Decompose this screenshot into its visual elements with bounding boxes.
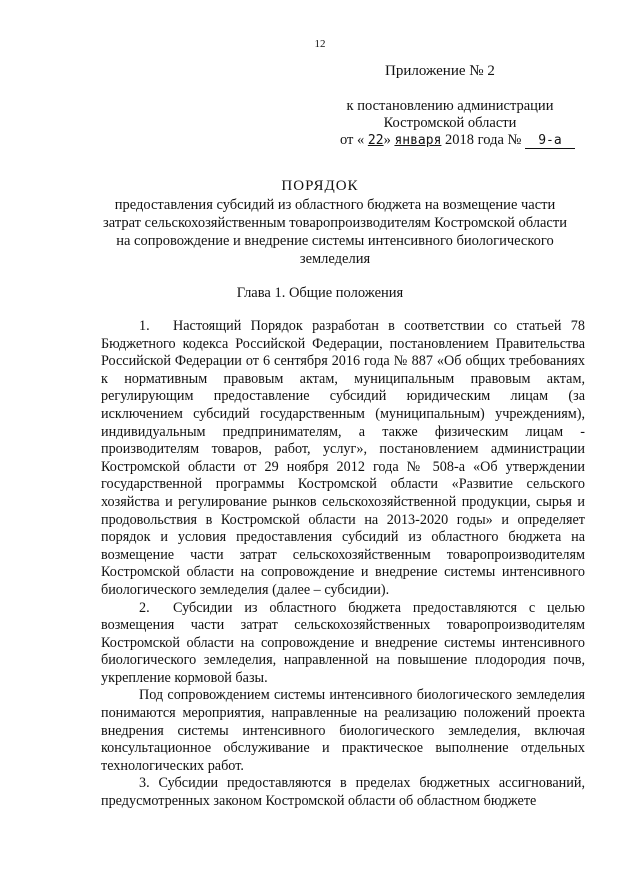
paragraph-text: 3. Субсидии предоставляются в пределах бюджетных ассигнований, предусмотренных законом Костромской области об областном бюджете [101, 775, 585, 810]
document-body [101, 318, 585, 811]
paragraph-text: Под сопровождением системы интенсивного биологического земледелия понимаются мероприятия, направленные на реализацию положений проекта внедрения системы интенсивного биологического земледелия, включая консультационное обслуживание и практическое выполнение отдельных технологических работ. [101, 687, 585, 774]
decree-date-line [340, 132, 575, 149]
decree-line-2: Костромской области [383, 115, 517, 131]
paragraph-1 [101, 318, 585, 600]
paragraph-text: Субсидии из областного бюджета предоставляются с целью возмещения части затрат сельскохозяйственных товаропроизводителям Костромской области на сопровождение и внедрение системы интенсивного биологического земледелия, направленной на повышение плодородия почв, укрепление кормовой базы. [101, 599, 585, 686]
paragraph-2 [101, 600, 585, 688]
decree-number: 9-а [525, 133, 575, 149]
paragraph-text: Настоящий Порядок разработан в соответствии со статьей 78 Бюджетного кодекса Российской Федерации, постановлением Правительства Российской Федерации от 6 сентября 2016 года № 887 «Об общих требованиях к нормативным правовым актам, муниципальным правовым актам, регулирующим предоставление субсидий юридическим лицам (за исключением субсидий государственным (муниципальным) учреждениям), индивидуальным предпринимателям, а также физическим лицам - производителям товаров, работ, услуг», постановлением администрации Костромской области от 29 ноября 2012 года № 508-а «Об утверждении государственной программы Костромской области «Развитие сельского хозяйства и регулирование рынков сельскохозяйственной продукции, сырья и продовольствия в Костромской области на 2013-2020 годы» и определяет порядок и условия предоставления субсидий из областного бюджета на возмещение части затрат сельскохозяйственным товаропроизводителям Костромской области на сопровождение и внедрение системы интенсивного биологического земледелия (далее – субсидии). [101, 318, 585, 598]
date-month: января [394, 133, 442, 148]
page-number: 12 [314, 38, 326, 50]
paragraph-3 [101, 687, 585, 775]
date-mid: » [383, 132, 391, 148]
date-year: 2018 года № [445, 132, 522, 148]
date-day: 22 [367, 133, 384, 148]
document-subtitle: предоставления субсидий из областного бюджета на возмещение части затрат сельскохозяйственным товаропроизводителям Костромской области на сопровождение и внедрение системы интенсивного биологического земледелия [103, 197, 567, 267]
paragraph-number: 2. [139, 599, 150, 616]
paragraph-4 [101, 775, 585, 810]
appendix-label: Приложение № 2 [385, 63, 495, 79]
decree-line-1: к постановлению администрации [346, 98, 554, 114]
decree-reference [300, 98, 600, 132]
chapter-heading: Глава 1. Общие положения [236, 285, 404, 301]
document-title: ПОРЯДОК [281, 178, 359, 194]
paragraph-number: 1. [139, 318, 150, 334]
date-prefix: от « [340, 132, 365, 148]
